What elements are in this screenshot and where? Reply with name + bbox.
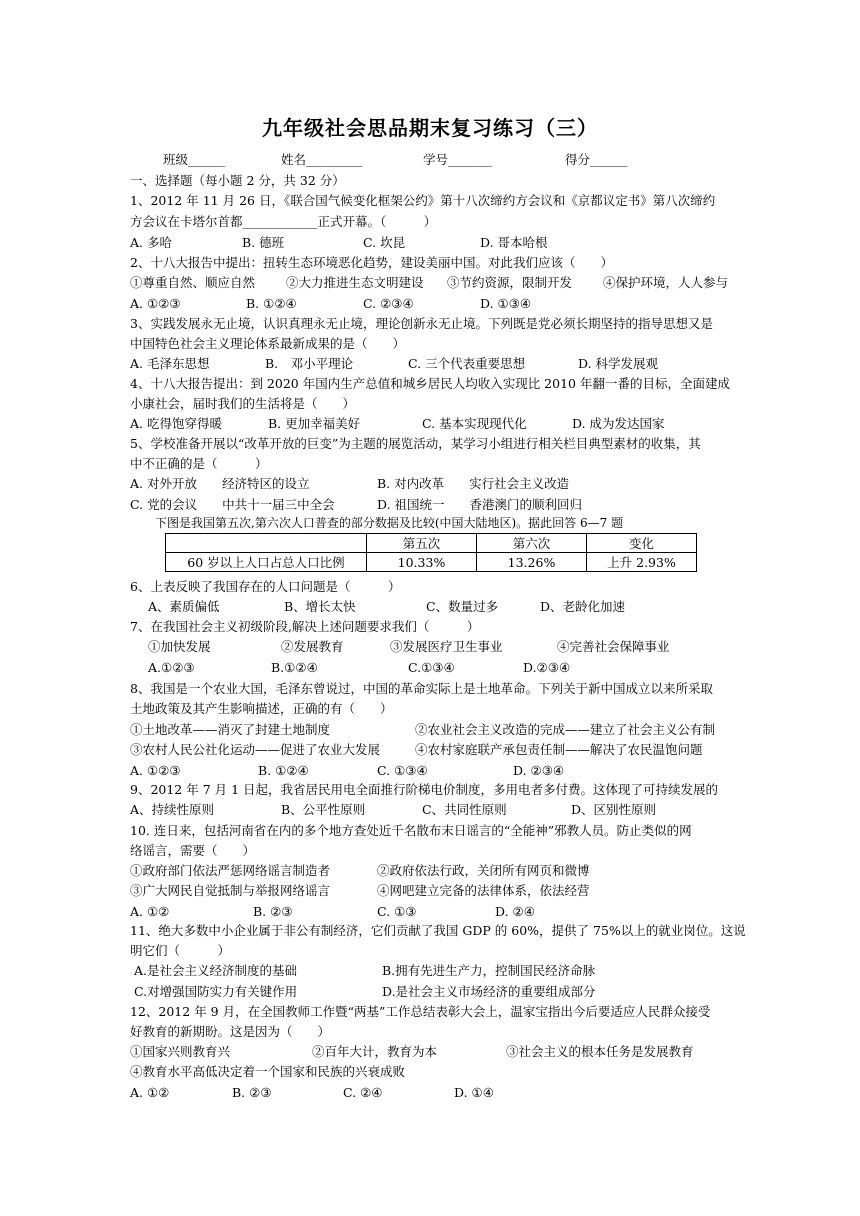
table-cell: 60 岁以上人口占总人口比例 <box>166 553 367 572</box>
statement-item: ②百年大计，教育为本 <box>312 1044 438 1059</box>
option-a: A. 多哈 <box>130 235 172 250</box>
option-b: B、公平性原则 <box>281 802 366 817</box>
class-field-label: 班级______ <box>163 152 226 167</box>
option-c: C. 党的会议 中共十一届三中全会 <box>130 497 335 512</box>
option-c: C. ②③④ <box>363 296 414 311</box>
option-b: B. ①②④ <box>246 296 297 311</box>
option-a: A、素质偏低 <box>148 599 220 614</box>
question-text: 2、十八大报告中提出：扭转生态环境恶化趋势，建设美丽中国。对此我们应该（ ） <box>130 255 613 270</box>
option-d: D、老龄化加速 <box>540 599 626 614</box>
statement-item: ③节约资源，限制开发 <box>447 275 573 290</box>
option-b: B. 对内改革 实行社会主义改造 <box>377 476 570 491</box>
table-header-cell: 第六次 <box>477 534 587 553</box>
option-c: C. ①③④ <box>377 763 428 778</box>
option-b: B. ①②④ <box>258 763 309 778</box>
score-field-label: 得分______ <box>565 152 628 167</box>
population-table <box>165 533 697 572</box>
table-row <box>166 553 697 572</box>
statement-item: ①土地改革——消灭了封建土地制度 <box>130 722 331 737</box>
option-c: C. 三个代表重要思想 <box>408 356 526 371</box>
question-text: 小康社会，届时我们的生活将是（ ） <box>130 396 356 411</box>
statement-item: ④网吧建立完备的法律体系，依法经营 <box>377 883 590 898</box>
statement-item: ②农业社会主义改造的完成——建立了社会主义公有制 <box>415 722 716 737</box>
question-text: 络谣言，需要（ ） <box>130 843 256 858</box>
question-text: 中国特色社会主义理论体系最新成果的是（ ） <box>130 336 406 351</box>
question-text: 7、在我国社会主义初级阶段,解决上述问题要求我们（ ） <box>130 619 480 634</box>
option-b: B. ②③ <box>232 1085 272 1100</box>
option-a: A. 对外开放 经济特区的设立 <box>130 476 310 491</box>
option-c: C. 坎昆 <box>363 235 406 250</box>
statement-item: ③社会主义的根本任务是发展教育 <box>506 1044 694 1059</box>
question-text: 方会议在卡塔尔首都____________正式开幕。（ ） <box>130 214 437 229</box>
statement-item: ①尊重自然、顺应自然 <box>130 275 256 290</box>
option-c: C. ②④ <box>343 1085 383 1100</box>
option-d: D.是社会主义市场经济的重要组成部分 <box>382 984 596 999</box>
option-c: C.对增强国防实力有关键作用 <box>134 984 298 999</box>
table-header-cell <box>166 534 367 553</box>
table-header-cell: 变化 <box>587 534 697 553</box>
option-b: B. 德班 <box>242 235 285 250</box>
question-text: 4、十八大报告提出：到 2020 年国内生产总值和城乡居民人均收入实现比 2010 年翻一番的目标，全面建成 <box>130 376 730 391</box>
option-b: B.拥有先进生产力，控制国民经济命脉 <box>382 963 596 978</box>
question-text: 1、2012 年 11 月 26 日，《联合国气候变化框架公约》第十八次缔约方会议和《京都议定书》第八次缔约 <box>130 193 716 208</box>
statement-item: ④农村家庭联产承包责任制——解决了农民温饱问题 <box>415 742 703 757</box>
option-a: A、持续性原则 <box>130 802 215 817</box>
option-d: D. ①③④ <box>480 296 532 311</box>
statement-item: ①政府部门依法严惩网络谣言制造者 <box>130 863 331 878</box>
question-text: 12、2012 年 9 月，在全国教师工作暨“两基”工作总结表彰大会上，温家宝指出今后要适应人民群众接受 <box>130 1004 711 1019</box>
statement-item: ④教育水平高低决定着一个国家和民族的兴衰成败 <box>130 1064 406 1079</box>
table-cell: 上升 2.93% <box>587 553 697 572</box>
option-b: B、增长太快 <box>284 599 356 614</box>
option-a: A. ①②③ <box>130 296 181 311</box>
option-d: D. 哥本哈根 <box>480 235 548 250</box>
statement-item: ①加快发展 <box>148 639 211 654</box>
option-c: C、数量过多 <box>426 599 499 614</box>
statement-item: ④完善社会保障事业 <box>557 639 670 654</box>
statement-item: ①国家兴则教育兴 <box>130 1044 231 1059</box>
statement-item: ③广大网民自觉抵制与举报网络谣言 <box>130 883 331 898</box>
option-a: A. ①②③ <box>130 763 181 778</box>
table-header-cell: 第五次 <box>367 534 477 553</box>
option-a: A.是社会主义经济制度的基础 <box>134 963 298 978</box>
option-d: D. 祖国统一 香港澳门的顺利回归 <box>377 497 583 512</box>
option-a: A. 毛泽东思想 <box>130 356 210 371</box>
option-d: D、区别性原则 <box>571 802 657 817</box>
statement-item: ②政府依法行政，关闭所有网页和微博 <box>377 863 590 878</box>
option-c: C. ①③ <box>377 904 417 919</box>
option-c: C. 基本实现现代化 <box>422 416 527 431</box>
question-text: 5、学校准备开展以“改革开放的巨变”为主题的展览活动，某学习小组进行相关栏目典型素材的收集，其 <box>130 436 701 451</box>
option-d: D.②③④ <box>523 660 571 675</box>
page-title: 九年级社会思品期末复习练习（三） <box>262 116 598 140</box>
table-caption: 下图是我国第五次,第六次人口普查的部分数据及比较(中国大陆地区)。据此回答 6—7 题 <box>155 516 624 530</box>
question-text: 明它们（ ） <box>130 943 231 958</box>
statement-item: ③发展医疗卫生事业 <box>390 639 503 654</box>
question-text: 9、2012 年 7 月 1 日起，我省居民用电全面推行阶梯电价制度，多用电者多付费。这体现了可持续发展的 <box>130 782 719 797</box>
option-a: A. ①② <box>130 904 170 919</box>
option-a: A. ①② <box>130 1085 170 1100</box>
option-a: A. 吃得饱穿得暖 <box>130 416 222 431</box>
question-text: 中不正确的是（ ） <box>130 456 268 471</box>
option-c: C、共同性原则 <box>422 802 507 817</box>
option-d: D. 科学发展观 <box>578 356 659 371</box>
number-field-label: 学号_______ <box>423 152 492 167</box>
question-text: 11、绝大多数中小企业属于非公有制经济，它们贡献了我国 GDP 的 60%，提供了 75%以上的就业岗位。这说 <box>130 923 746 938</box>
statement-item: ②大力推进生态文明建设 <box>286 275 424 290</box>
question-text: 6、上表反映了我国存在的人口问题是（ ） <box>130 579 401 594</box>
option-d: D. ②③④ <box>513 763 565 778</box>
question-text: 好教育的新期盼。这是因为（ ） <box>130 1024 331 1039</box>
statement-item: ②发展教育 <box>281 639 344 654</box>
option-d: D. ②④ <box>495 904 535 919</box>
question-text: 土地政策及其产生影响描述，正确的有（ ） <box>130 701 393 716</box>
question-text: 3、实践发展永无止境，认识真理永无止境，理论创新永无止境。下列既是党必须长期坚持的指导思想又是 <box>130 316 713 331</box>
option-b: B. 邓小平理论 <box>265 356 354 371</box>
option-b: B. ②③ <box>253 904 293 919</box>
statement-item: ③农村人民公社化运动——促进了农业大发展 <box>130 742 381 757</box>
option-d: D. 成为发达国家 <box>572 416 665 431</box>
name-field-label: 姓名_________ <box>281 152 363 167</box>
table-cell: 10.33% <box>367 553 477 572</box>
option-c: C.①③④ <box>408 660 455 675</box>
table-cell: 13.26% <box>477 553 587 572</box>
statement-item: ④保护环境，人人参与 <box>603 275 729 290</box>
option-d: D. ①④ <box>454 1085 494 1100</box>
question-text: 10. 连日来，包括河南省在内的多个地方查处近千名散布末日谣言的“全能神”邪教人员。防止类似的网 <box>130 823 692 838</box>
option-a: A.①②③ <box>148 660 195 675</box>
section-heading: 一、选择题（每小题 2 分，共 32 分） <box>130 173 345 188</box>
question-text: 8、我国是一个农业大国，毛泽东曾说过，中国的革命实际上是土地革命。下列关于新中国成立以来所采取 <box>130 681 713 696</box>
option-b: B.①②④ <box>271 660 318 675</box>
table-header-row <box>166 534 697 553</box>
option-b: B. 更加幸福美好 <box>268 416 361 431</box>
